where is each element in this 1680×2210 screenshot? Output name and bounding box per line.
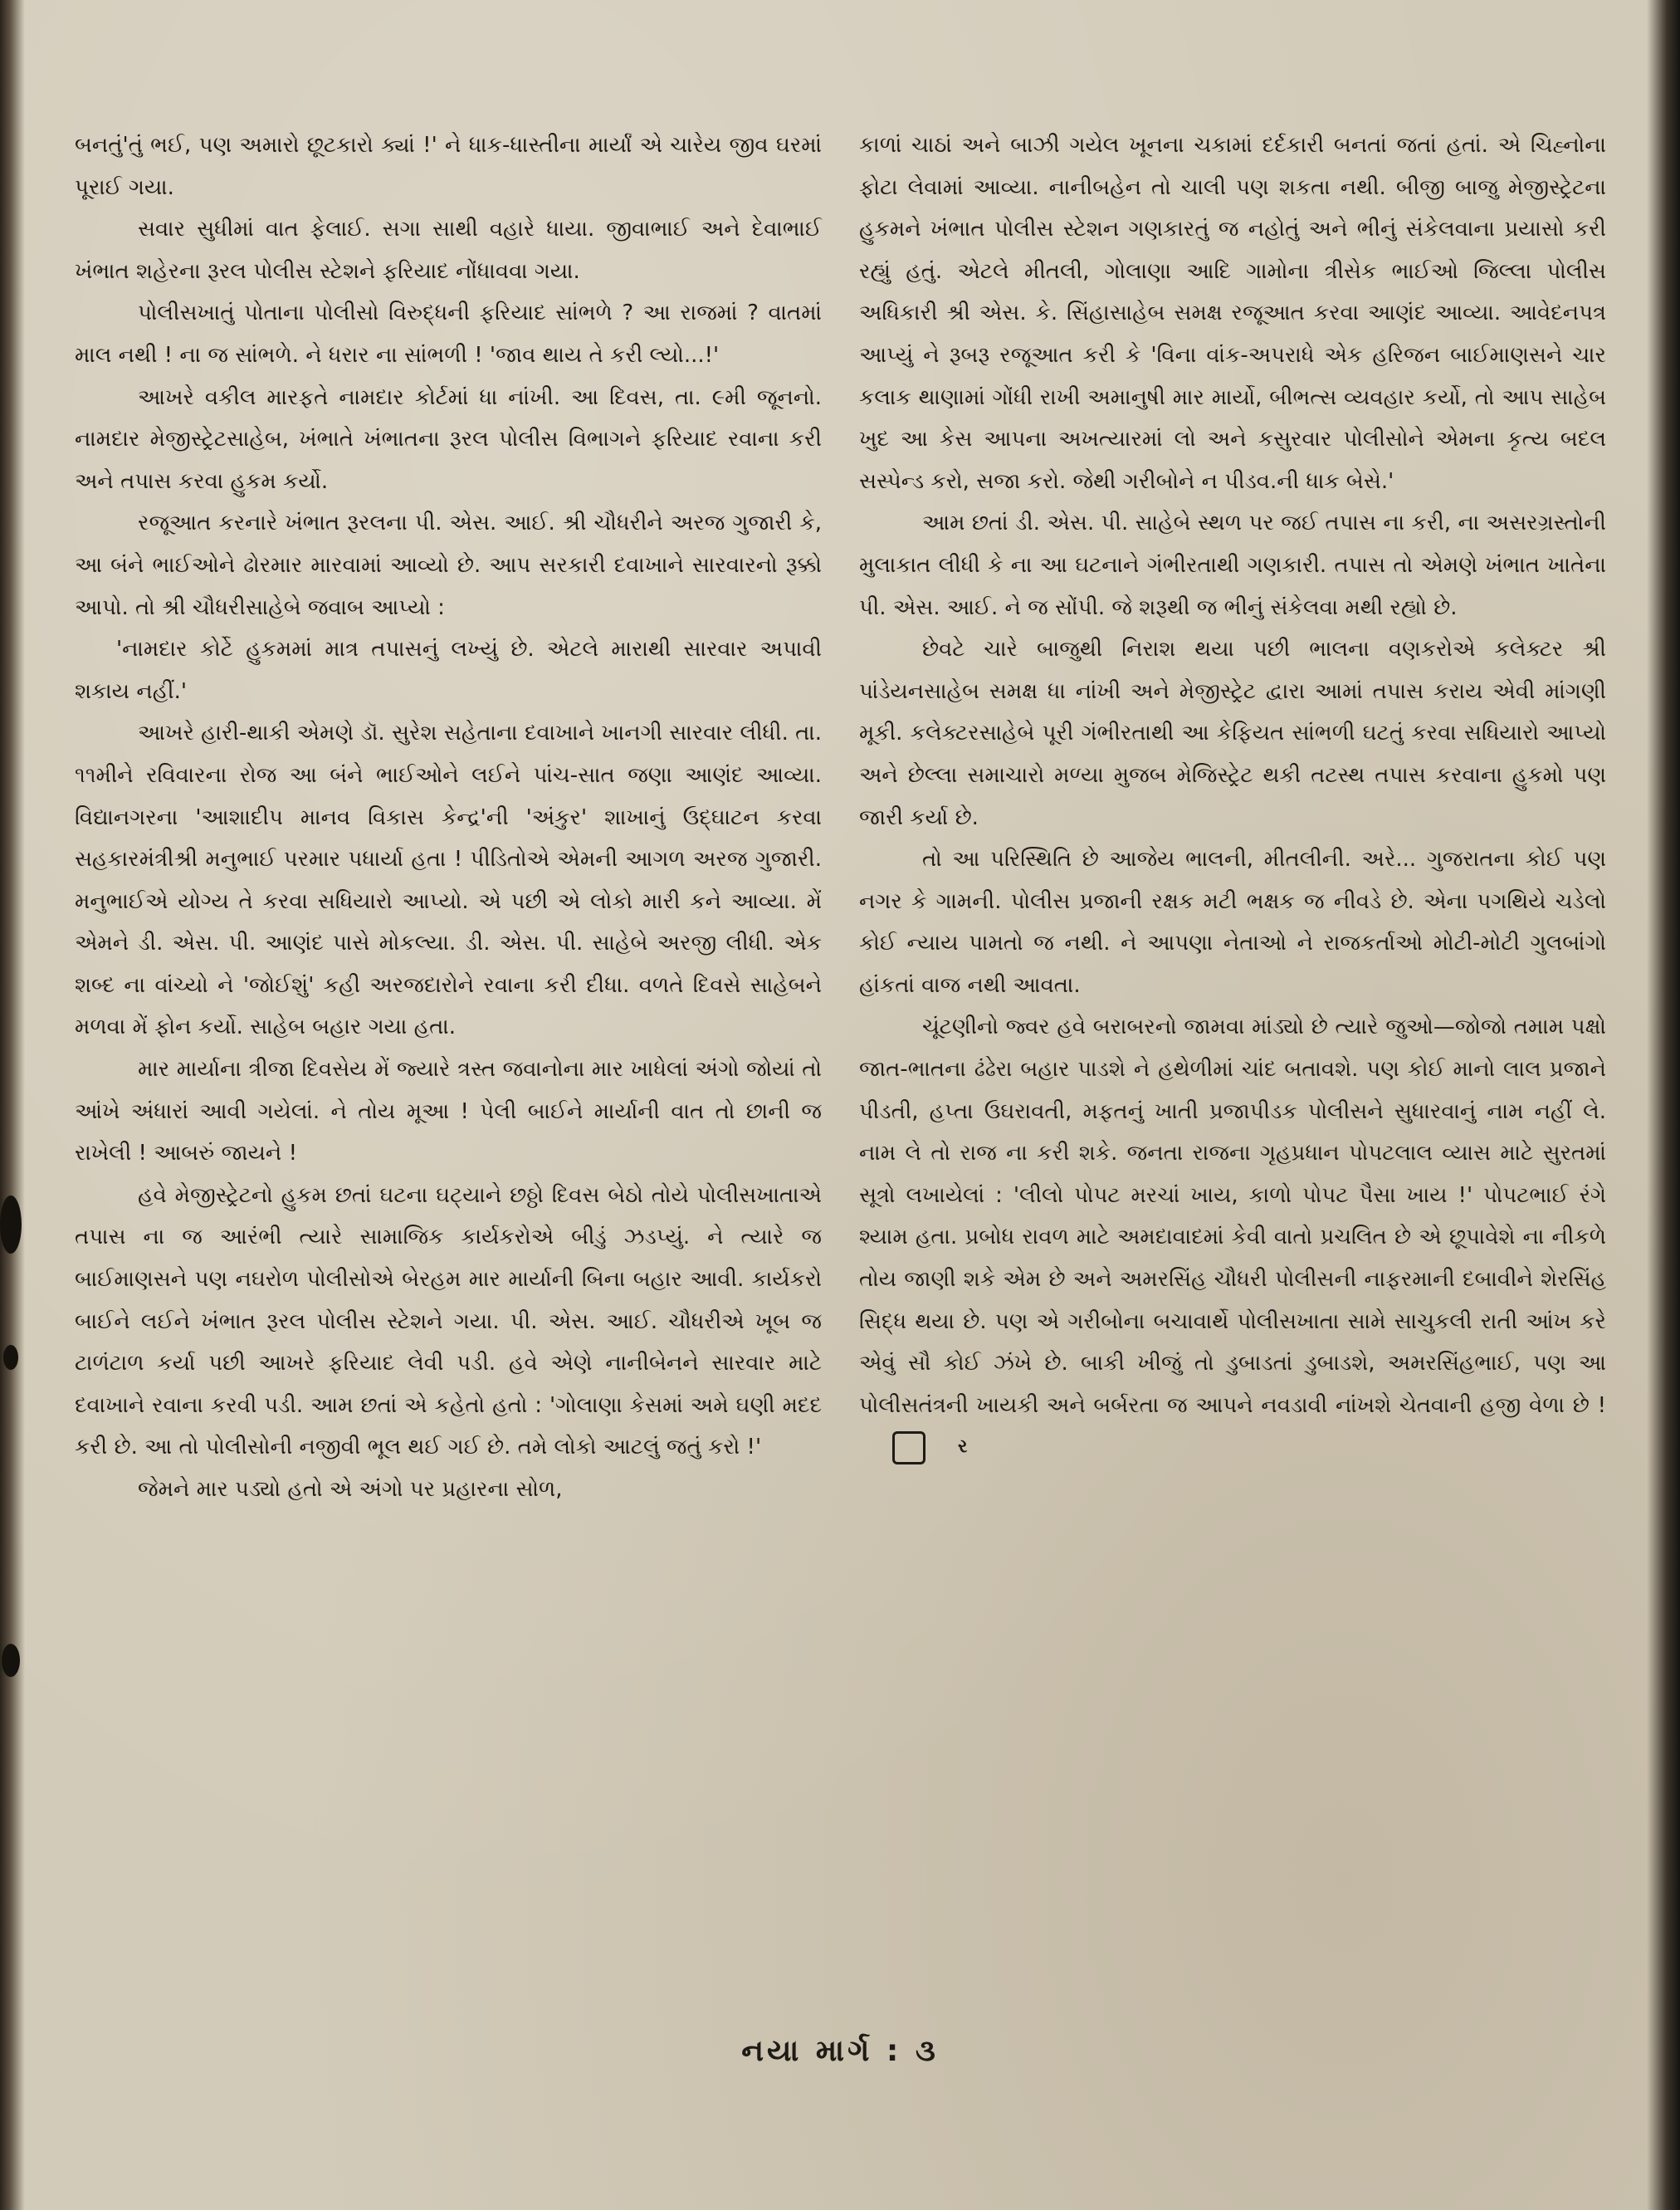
left-column [75, 125, 822, 1511]
paragraph: છેવટે ચારે બાજુથી નિરાશ થયા પછી ભાલના વણકરોએ કલેક્ટર શ્રી પાંડેયનસાહેબ સમક્ષ ધા નાંખી અને મેજીસ્ટ્રેટ દ્વારા આમાં તપાસ કરાય એવી માંગણી મૂકી. કલેક્ટરસાહેબે પૂરી ગંભીરતાથી આ કેફિયત સાંભળી ઘટતું કરવા સધિયારો આપ્યો અને છેલ્લા સમાચારો મળ્યા મુજબ મેજિસ્ટ્રેટ થકી તટસ્થ તપાસ કરવાના હુકમો પણ જારી કર્યા છે. [859, 637, 1606, 830]
page-footer: નયા માર્ગ : ૩ [741, 2034, 939, 2068]
paragraph: આખરે હારી-થાકી એમણે ડૉ. સુરેશ સહેતાના દવાખાને ખાનગી સારવાર લીધી. તા. ૧૧મીને રવિવારના રોજ આ બંને ભાઈઓને લઈને પાંચ-સાત જણા આણંદ આવ્યા. વિદ્યાનગરના 'આશાદીપ માનવ વિકાસ કેન્દ્ર'ની 'અંકુર' શાખાનું ઉદ્ઘાટન કરવા સહકારમંત્રીશ્રી મનુભાઈ પરમાર પધાર્યા હતા ! પીડિતોએ એમની આગળ અરજ ગુજારી. મનુભાઈએ યોગ્ય તે કરવા સધિયારો આપ્યો. એ પછી એ લોકો મારી કને આવ્યા. મેં એમને ડી. એસ. પી. આણંદ પાસે મોકલ્યા. ડી. એસ. પી. સાહેબે અરજી લીધી. એક શબ્દ ના વાંચ્યો ને 'જોઈશું' કહી અરજદારોને રવાના કરી દીધા. વળતે દિવસે સાહેબને મળવા મેં ફોન કર્યો. સાહેબ બહાર ગયા હતા. [75, 721, 822, 1040]
page-edge-shadow-right [1647, 0, 1680, 2210]
paragraph: આમ છતાં ડી. એસ. પી. સાહેબે સ્થળ પર જઈ તપાસ ના કરી, ના અસરગ્રસ્તોની મુલાકાત લીધી કે ના આ ઘટનાને ગંભીરતાથી ગણકારી. તપાસ તો એમણે ખંભાત ખાતેના પી. એસ. આઈ. ને જ સોંપી. જે શરૂથી જ ભીનું સંકેલવા મથી રહ્યો છે. [859, 511, 1606, 620]
paragraph: જેમને માર પડ્યો હતો એ અંગો પર પ્રહારના સોળ, [138, 1477, 563, 1502]
right-column [859, 125, 1606, 1469]
paragraph: સવાર સુધીમાં વાત ફેલાઈ. સગા સાથી વહારે ધાયા. જીવાભાઈ અને દેવાભાઈ ખંભાત શહેરના રૂરલ પોલીસ સ્ટેશને ફરિયાદ નોંધાવવા ગયા. [75, 217, 822, 284]
paragraph: રજૂઆત કરનારે ખંભાત રૂરલના પી. એસ. આઈ. શ્રી ચૌધરીને અરજ ગુજારી કે, આ બંને ભાઈઓને ઢોરમાર મારવામાં આવ્યો છે. આપ સરકારી દવાખાને સારવારનો રૂક્કો આપો. તો શ્રી ચૌધરીસાહેબે જવાબ આપ્યો : [75, 511, 822, 620]
paragraph: માર માર્યાના ત્રીજા દિવસેય મેં જ્યારે ત્રસ્ત જવાનોના માર ખાધેલાં અંગો જોયાં તો આંખે અંધારાં આવી ગયેલાં. ને તોય મૂઆ ! પેલી બાઈને માર્યાની વાત તો છાની જ રાખેલી ! આબરું જાયને ! [75, 1057, 822, 1166]
paragraph: પોલીસખાતું પોતાના પોલીસો વિરુદ્ધની ફરિયાદ સાંભળે ? આ રાજમાં ? વાતમાં માલ નથી ! ના જ સાંભળે. ને ધરાર ના સાંભળી ! 'જાવ થાય તે કરી લ્યો...!' [75, 301, 822, 368]
page-edge-shadow-left [0, 0, 25, 2210]
end-of-article-mark: ર [892, 1431, 925, 1464]
paragraph: આખરે વકીલ મારફતે નામદાર કોર્ટમાં ધા નાંખી. આ દિવસ, તા. ૯મી જૂનનો. નામદાર મેજીસ્ટ્રેટસાહેબ, ખંભાતે ખંભાતના રૂરલ પોલીસ વિભાગને ફરિયાદ રવાના કરી અને તપાસ કરવા હુકમ કર્યો. [75, 384, 822, 494]
paragraph-text: ચૂંટણીનો જ્વર હવે બરાબરનો જામવા માંડ્યો છે ત્યારે જુઓ—જોજો તમામ પક્ષો જાત-ભાતના ઢંઢેરા બહાર પાડશે ને હથેળીમાં ચાંદ બતાવશે. પણ કોઈ માનો લાલ પ્રજાને પીડતી, હપ્તા ઉઘરાવતી, મફતનું ખાતી પ્રજાપીડક પોલીસને સુધારવાનું નામ નહીં લે. નામ લે તો રાજ ના કરી શકે. જનતા રાજના ગૃહપ્રધાન પોપટલાલ વ્યાસ માટે સુરતમાં સૂત્રો લખાયેલાં : 'લીલો પોપટ મરચાં ખાય, કાળો પોપટ પૈસા ખાય !' પોપટભાઈ રંગે શ્યામ હતા. પ્રબોધ રાવળ માટે અમદાવાદમાં કેવી વાતો પ્રચલિત છે એ છૂપાવેશે ના નીકળે તોય જાણી શકે એમ છે અને અમરસિંહ ચૌધરી પોલીસની નાફરમાની દબાવીને શેરસિંહ સિદ્ધ થયા છે. પણ એ ગરીબોના બચાવાર્થે પોલીસખાતા સામે સાચુકલી રાતી આંખ કરે એવું સૌ કોઈ ઝંખે છે. બાકી ખીજું તો ડુબાડતાં ડુબાડશે, અમરસિંહભાઈ, પણ આ પોલીસતંત્રની ખાયકી અને બર્બરતા જ આપને નવડાવી નાંખશે ચેતવાની હજી વેળા છે ! [859, 1015, 1606, 1418]
ink-blot [0, 1195, 22, 1254]
paragraph: કાળાં ચાઠાં અને બાઝી ગયેલ ખૂનના ચકામાં દર્દકારી બનતાં જતાં હતાં. એ ચિહ્નોના ફોટા લેવામાં આવ્યા. નાનીબહેન તો ચાલી પણ શકતા નથી. બીજી બાજુ મેજીસ્ટ્રેટના હુકમને ખંભાત પોલીસ સ્ટેશન ગણકારતું જ નહોતું અને ભીનું સંકેલવાના પ્રયાસો કરી રહ્યું હતું. એટલે મીતલી, ગોલાણા આદિ ગામોના ત્રીસેક ભાઈઓ જિલ્લા પોલીસ અધિકારી શ્રી એસ. કે. સિંહાસાહેબ સમક્ષ રજૂઆત કરવા આણંદ આવ્યા. આવેદનપત્ર આપ્યું ને રૂબરૂ રજૂઆત કરી કે 'વિના વાંક-અપરાધે એક હરિજન બાઈમાણસને ચાર કલાક થાણામાં ગોંધી રાખી અમાનુષી માર માર્યો, બીભત્સ વ્યવહાર કર્યો, તો આપ સાહેબ ખુદ આ કેસ આપના અખત્યારમાં લો અને કસુરવાર પોલીસોને એમના કૃત્ય બદલ સસ્પેન્ડ કરો, સજા કરો. જેથી ગરીબોને ન પીડવ.ની ધાક બેસે.' [859, 133, 1606, 494]
paragraph: બનતું'તું ભઈ, પણ અમારો છૂટકારો ક્યાં !' ને ધાક-ધાસ્તીના માર્યાં એ ચારેય જીવ ઘરમાં પૂરાઈ ગયા. [75, 133, 822, 200]
paragraph: તો આ પરિસ્થિતિ છે આજેય ભાલની, મીતલીની. અરે... ગુજરાતના કોઈ પણ નગર કે ગામની. પોલીસ પ્રજાની રક્ષક મટી ભક્ષક જ નીવડે છે. એના પગથિયે ચડેલો કોઈ ન્યાય પામતો જ નથી. ને આપણા નેતાઓ ને રાજકર્તાઓ મોટી-મોટી ગુલબાંગો હાંકતાં વાજ નથી આવતા. [859, 847, 1606, 998]
last-paragraph [859, 1006, 1606, 1469]
paragraph: હવે મેજીસ્ટ્રેટનો હુકમ છતાં ઘટના ઘટ્યાને છઠ્ઠો દિવસ બેઠો તોયે પોલીસખાતાએ તપાસ ના જ આરંભી ત્યારે સામાજિક કાર્યકરોએ બીડું ઝડપ્યું. ને ત્યારે જ બાઈમાણસને પણ નઘરોળ પોલીસોએ બેરહમ માર માર્યાની બિના બહાર આવી. કાર્યકરો બાઈને લઈને ખંભાત રૂરલ પોલીસ સ્ટેશને ગયા. પી. એસ. આઈ. ચૌધરીએ ખૂબ જ ટાળંટાળ કર્યા પછી આખરે ફરિયાદ લેવી પડી. હવે એણે નાનીબેનને સારવાર માટે દવાખાને રવાના કરવી પડી. આમ છતાં એ કહેતો હતો : 'ગોલાણા કેસમાં અમે ઘણી મદદ કરી છે. આ તો પોલીસોની નજીવી ભૂલ થઈ ગઈ છે. તમે લોકો આટલું જતું કરો !' [75, 1182, 822, 1460]
ink-blot [3, 1345, 18, 1370]
quote-paragraph: 'નામદાર કોર્ટે હુકમમાં માત્ર તપાસનું લખ્યું છે. એટલે મારાથી સારવાર અપાવી શકાય નહીં.' [75, 637, 822, 704]
ink-blot [2, 1644, 20, 1677]
